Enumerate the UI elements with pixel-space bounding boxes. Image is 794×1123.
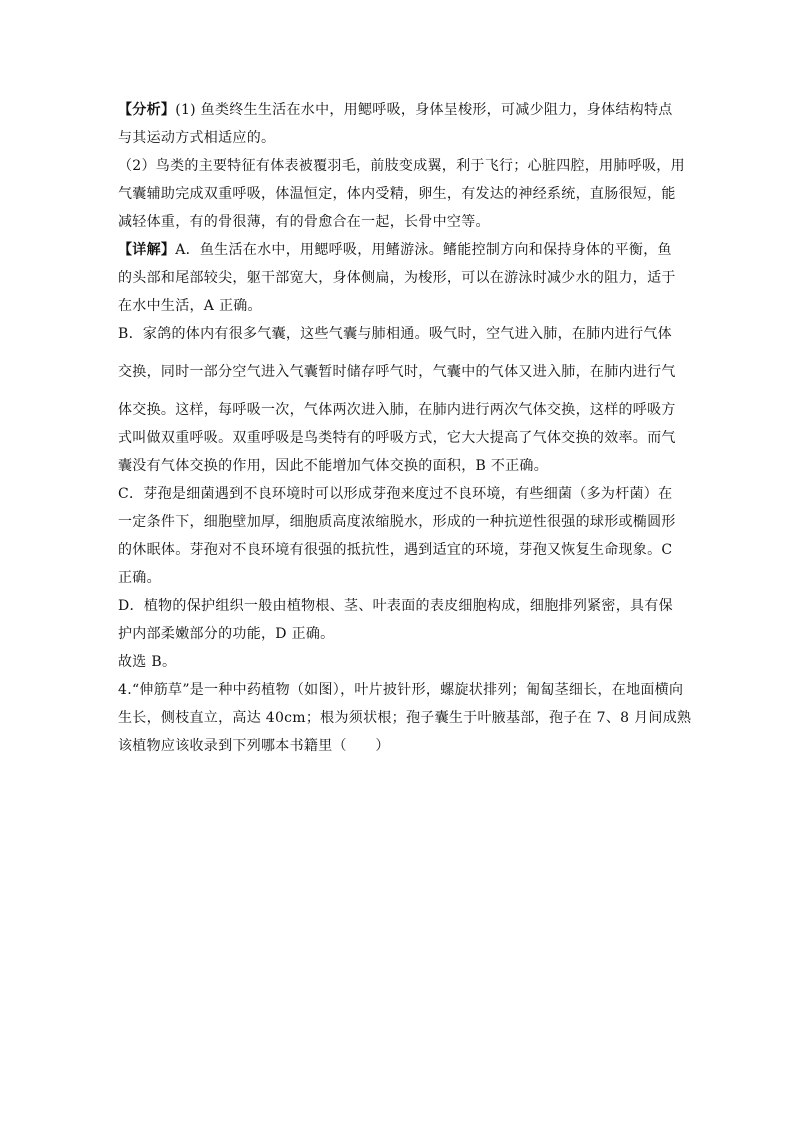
detail-a-line-2: 的头部和尾部较尖，躯干部宽大，身体侧扁，为梭形，可以在游泳时减少水的阻力，适于 bbox=[118, 270, 676, 286]
analysis-line-4: 气囊辅助完成双重呼吸，体温恒定，体内受精，卵生，有发达的神经系统，直肠很短，能 bbox=[118, 186, 676, 202]
analysis-line-3: （2）鸟类的主要特征有体表被覆羽毛，前肢变成翼，利于飞行；心脏四腔，用肺呼吸，用 bbox=[118, 158, 685, 174]
spacer bbox=[118, 348, 678, 358]
detail-b-line-1: B．家鸽的体内有很多气囊，这些气囊与肺相通。吸气时，空气进入肺，在肺内进行气体 bbox=[118, 326, 672, 342]
detail-c-line-2: 一定条件下，细胞壁加厚，细胞质高度浓缩脱水，形成的一种抗逆性很强的球形或椭圆形 bbox=[118, 514, 676, 530]
analysis-line-2: 与其运动方式相适应的。 bbox=[118, 130, 276, 146]
detail-b-line-4: 式叫做双重呼吸。双重呼吸是鸟类特有的呼吸方式，它大大提高了气体交换的效率。而气 bbox=[118, 430, 676, 446]
detail-a-line-3: 在水中生活，A 正确。 bbox=[118, 298, 262, 314]
detail-b-line-2: 交换，同时一部分空气进入气囊暂时储存呼气时，气囊中的气体又进入肺，在肺内进行气 bbox=[118, 364, 676, 380]
analysis-label: 【分析】 bbox=[118, 102, 176, 118]
detail-b-line-5: 囊没有气体交换的作用，因此不能增加气体交换的面积，B 不正确。 bbox=[118, 458, 549, 474]
detail-conclusion: 故选 B。 bbox=[118, 654, 177, 670]
detail-a-text: A．鱼生活在水中，用鳃呼吸，用鳍游泳。鳍能控制方向和保持身体的平衡，鱼 bbox=[175, 242, 672, 258]
question-4-line-3: 该植物应该收录到下列哪本书籍里（ ） bbox=[118, 738, 390, 754]
analysis-line-1 bbox=[118, 96, 678, 124]
analysis-text: (1) 鱼类终生生活在水中，用鳃呼吸，身体呈梭形，可减少阻力，身体结构特点 bbox=[175, 102, 673, 118]
detail-c-line-4: 正确。 bbox=[118, 570, 161, 586]
question-4-line-1: 4.“伸筋草”是一种中药植物（如图），叶片披针形，螺旋状排列；匍匐茎细长，在地面横向 bbox=[118, 682, 684, 698]
document-body bbox=[118, 96, 692, 760]
spacer bbox=[118, 386, 678, 396]
detail-c-line-1: C．芽孢是细菌遇到不良环境时可以形成芽孢来度过不良环境，有些细菌（多为杆菌）在 bbox=[118, 486, 673, 502]
detail-b-line-3: 体交换。这样，每呼吸一次，气体两次进入肺，在肺内进行两次气体交换，这样的呼吸方 bbox=[118, 402, 676, 418]
detail-label: 【详解】 bbox=[118, 242, 176, 258]
detail-line-1 bbox=[118, 236, 678, 264]
question-4-line-2: 生长，侧枝直立，高达 40cm；根为须状根；孢子囊生于叶腋基部，孢子在 7、8 月间成熟 bbox=[118, 710, 692, 726]
detail-d-line-2: 护内部柔嫩部分的功能，D 正确。 bbox=[118, 626, 335, 642]
detail-c-line-3: 的休眠体。芽孢对不良环境有很强的抵抗性，遇到适宜的环境，芽孢又恢复生命现象。C bbox=[118, 542, 673, 558]
detail-d-line-1: D．植物的保护组织一般由植物根、茎、叶表面的表皮细胞构成，细胞排列紧密，具有保 bbox=[118, 598, 673, 614]
analysis-line-5: 减轻体重，有的骨很薄，有的骨愈合在一起，长骨中空等。 bbox=[118, 214, 490, 230]
